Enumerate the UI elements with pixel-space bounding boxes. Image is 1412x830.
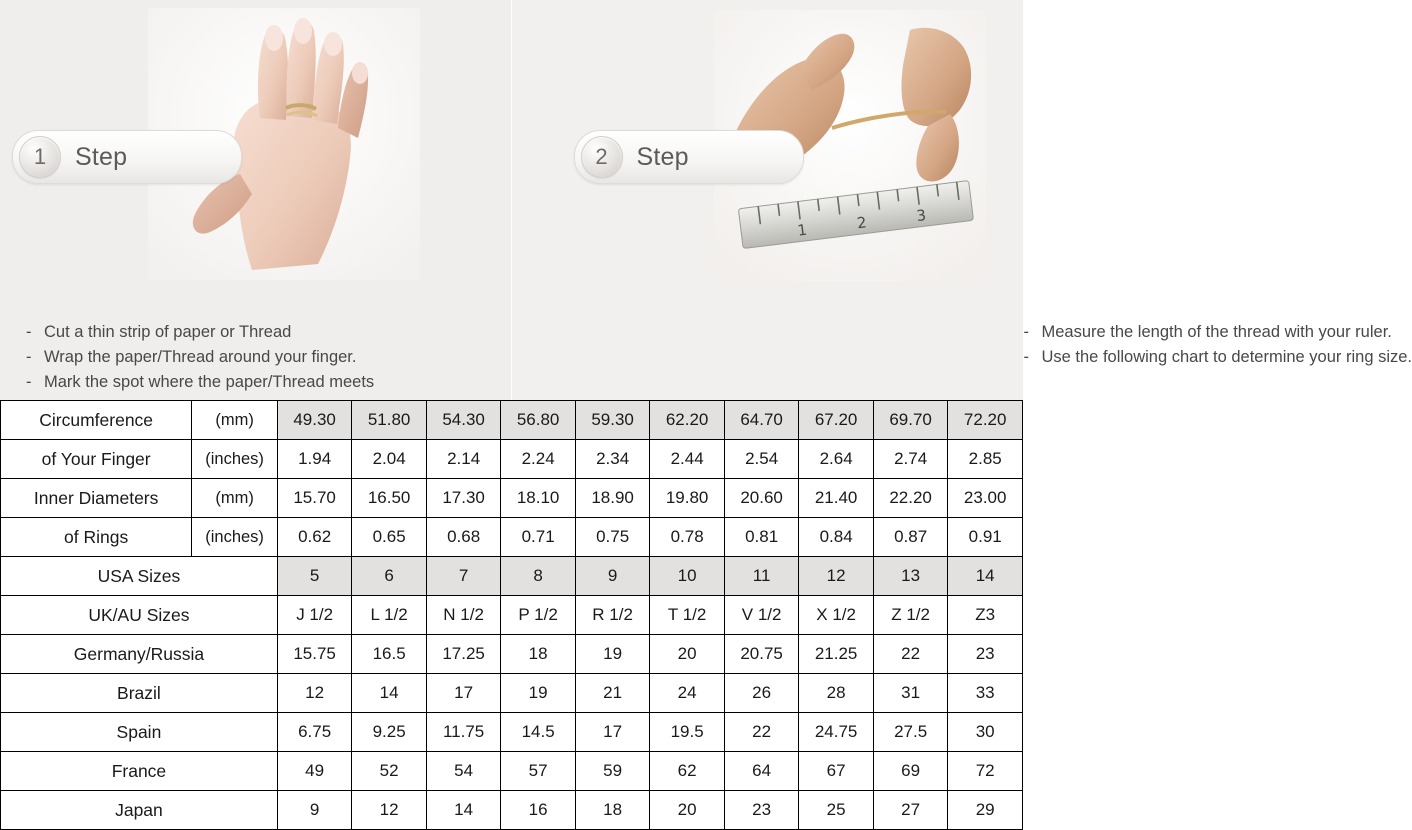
svg-text:2: 2 [855, 213, 867, 232]
cell: 24.75 [799, 713, 874, 752]
cell: 25 [799, 791, 874, 830]
cell: 18.90 [575, 479, 650, 518]
table-row [1, 791, 1023, 830]
cell: 7 [426, 557, 501, 596]
cell: 64 [724, 752, 799, 791]
cell: 15.75 [277, 635, 352, 674]
cell: 19 [575, 635, 650, 674]
cell: 2.44 [650, 440, 725, 479]
cell: 9.25 [352, 713, 427, 752]
cell: 69.70 [873, 401, 948, 440]
cell: 30 [948, 713, 1023, 752]
cell: 18 [501, 635, 576, 674]
step-1-instruction-line [26, 320, 374, 345]
cell: 20 [650, 635, 725, 674]
cell: 18 [575, 791, 650, 830]
cell: 22.20 [873, 479, 948, 518]
step-1-label: Step [75, 143, 127, 172]
cell: 9 [277, 791, 352, 830]
row-label: USA Sizes [1, 557, 278, 596]
cell: 2.74 [873, 440, 948, 479]
cell: 2.34 [575, 440, 650, 479]
row-unit: (inches) [192, 440, 278, 479]
cell: 54.30 [426, 401, 501, 440]
cell: 17 [575, 713, 650, 752]
cell: 23 [948, 635, 1023, 674]
cell: 22 [873, 635, 948, 674]
cell: 2.85 [948, 440, 1023, 479]
table-row [1, 635, 1023, 674]
cell: 19.80 [650, 479, 725, 518]
cell: 16.50 [352, 479, 427, 518]
cell: 0.75 [575, 518, 650, 557]
cell: 14.5 [501, 713, 576, 752]
table-row [1, 479, 1023, 518]
cell: 67.20 [799, 401, 874, 440]
cell: 0.65 [352, 518, 427, 557]
cell: 64.70 [724, 401, 799, 440]
cell: 23.00 [948, 479, 1023, 518]
step-1-instructions [26, 320, 374, 395]
step-1-instruction-line [26, 370, 374, 395]
cell: 57 [501, 752, 576, 791]
table-row [1, 440, 1023, 479]
cell: 28 [799, 674, 874, 713]
instruction-text: Measure the length of the thread with your ruler. [1042, 323, 1392, 341]
instruction-text: Wrap the paper/Thread around your finger. [44, 348, 356, 366]
step-2-instructions [1024, 320, 1412, 370]
cell: N 1/2 [426, 596, 501, 635]
cell: 2.54 [724, 440, 799, 479]
cell: 6 [352, 557, 427, 596]
cell: 16.5 [352, 635, 427, 674]
cell: 24 [650, 674, 725, 713]
cell: 54 [426, 752, 501, 791]
cell: 14 [352, 674, 427, 713]
cell: 14 [426, 791, 501, 830]
cell: 2.64 [799, 440, 874, 479]
bullet-dash-icon: - [26, 370, 44, 395]
cell: 0.62 [277, 518, 352, 557]
cell: 2.04 [352, 440, 427, 479]
cell: 72.20 [948, 401, 1023, 440]
cell: Z 1/2 [873, 596, 948, 635]
cell: 10 [650, 557, 725, 596]
svg-text:1: 1 [796, 221, 808, 240]
cell: 59 [575, 752, 650, 791]
bullet-dash-icon: - [26, 345, 44, 370]
table-row [1, 752, 1023, 791]
cell: 5 [277, 557, 352, 596]
cell: 12 [799, 557, 874, 596]
step-1-number: 1 [19, 136, 61, 178]
table-row [1, 557, 1023, 596]
cell: 17.25 [426, 635, 501, 674]
cell: 19 [501, 674, 576, 713]
cell: 12 [277, 674, 352, 713]
table-row [1, 713, 1023, 752]
row-unit: (mm) [192, 479, 278, 518]
row-label: Japan [1, 791, 278, 830]
cell: P 1/2 [501, 596, 576, 635]
cell: 20.75 [724, 635, 799, 674]
instruction-text: Cut a thin strip of paper or Thread [44, 323, 291, 341]
table-row [1, 596, 1023, 635]
cell: 0.81 [724, 518, 799, 557]
row-unit: (mm) [192, 401, 278, 440]
cell: T 1/2 [650, 596, 725, 635]
cell: 27.5 [873, 713, 948, 752]
cell: 2.14 [426, 440, 501, 479]
steps-section [0, 0, 1023, 400]
cell: 27 [873, 791, 948, 830]
cell: R 1/2 [575, 596, 650, 635]
cell: L 1/2 [352, 596, 427, 635]
row-label: Inner Diameters [1, 479, 192, 518]
instruction-text: Use the following chart to determine your ring size. [1042, 348, 1412, 366]
cell: 21.40 [799, 479, 874, 518]
bullet-dash-icon: - [1024, 320, 1042, 345]
row-unit: (inches) [192, 518, 278, 557]
cell: 12 [352, 791, 427, 830]
cell: 52 [352, 752, 427, 791]
cell: 8 [501, 557, 576, 596]
row-label: Circumference [1, 401, 192, 440]
ring-size-chart [0, 400, 1023, 830]
table-row [1, 674, 1023, 713]
step-1-panel [0, 0, 511, 400]
cell: 20 [650, 791, 725, 830]
cell: 9 [575, 557, 650, 596]
row-label: Brazil [1, 674, 278, 713]
row-label: Germany/Russia [1, 635, 278, 674]
table-row [1, 401, 1023, 440]
cell: 51.80 [352, 401, 427, 440]
cell: 22 [724, 713, 799, 752]
cell: 11.75 [426, 713, 501, 752]
cell: 21 [575, 674, 650, 713]
bullet-dash-icon: - [1024, 345, 1042, 370]
cell: 62.20 [650, 401, 725, 440]
cell: V 1/2 [724, 596, 799, 635]
cell: 17.30 [426, 479, 501, 518]
step-2-label: Step [637, 143, 689, 172]
row-label: of Your Finger [1, 440, 192, 479]
row-label: France [1, 752, 278, 791]
cell: 59.30 [575, 401, 650, 440]
table-row [1, 518, 1023, 557]
step-2-panel [511, 0, 1024, 400]
step-2-instruction-line [1024, 345, 1412, 370]
cell: 49 [277, 752, 352, 791]
cell: 0.87 [873, 518, 948, 557]
cell: 62 [650, 752, 725, 791]
step-1-instruction-line [26, 345, 374, 370]
cell: 31 [873, 674, 948, 713]
cell: 2.24 [501, 440, 576, 479]
cell: 18.10 [501, 479, 576, 518]
cell: 33 [948, 674, 1023, 713]
row-label: of Rings [1, 518, 192, 557]
cell: 0.84 [799, 518, 874, 557]
cell: J 1/2 [277, 596, 352, 635]
cell: 0.78 [650, 518, 725, 557]
cell: 29 [948, 791, 1023, 830]
cell: 17 [426, 674, 501, 713]
cell: 19.5 [650, 713, 725, 752]
step-1-badge [12, 130, 242, 184]
cell: 16 [501, 791, 576, 830]
cell: 13 [873, 557, 948, 596]
cell: 49.30 [277, 401, 352, 440]
cell: 0.68 [426, 518, 501, 557]
cell: 15.70 [277, 479, 352, 518]
cell: 72 [948, 752, 1023, 791]
cell: 69 [873, 752, 948, 791]
size-conversion-table [0, 400, 1023, 830]
row-label: UK/AU Sizes [1, 596, 278, 635]
cell: Z3 [948, 596, 1023, 635]
cell: 67 [799, 752, 874, 791]
instruction-text: Mark the spot where the paper/Thread meets [44, 373, 374, 391]
cell: 0.71 [501, 518, 576, 557]
step-2-number: 2 [581, 136, 623, 178]
cell: 56.80 [501, 401, 576, 440]
cell: 6.75 [277, 713, 352, 752]
bullet-dash-icon: - [26, 320, 44, 345]
step-2-instruction-line [1024, 320, 1412, 345]
cell: 20.60 [724, 479, 799, 518]
cell: 0.91 [948, 518, 1023, 557]
cell: X 1/2 [799, 596, 874, 635]
cell: 11 [724, 557, 799, 596]
cell: 14 [948, 557, 1023, 596]
step-2-badge [574, 130, 804, 184]
cell: 23 [724, 791, 799, 830]
cell: 21.25 [799, 635, 874, 674]
row-label: Spain [1, 713, 278, 752]
cell: 1.94 [277, 440, 352, 479]
svg-text:3: 3 [915, 206, 927, 225]
cell: 26 [724, 674, 799, 713]
